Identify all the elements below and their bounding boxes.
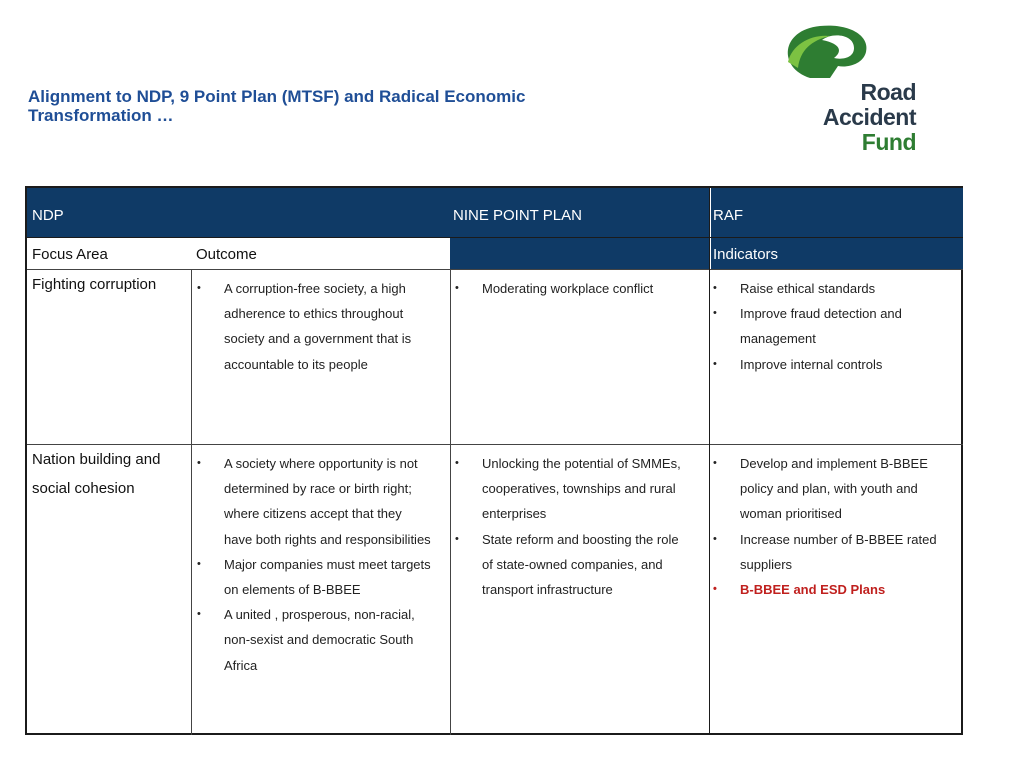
outcome-line: have both rights and responsibilities <box>224 531 431 547</box>
indicators-line: Improve fraud detection and <box>740 306 902 322</box>
header-ndp-plan <box>27 188 709 237</box>
indicators-line: policy and plan, with youth and <box>740 481 918 497</box>
plan-line: cooperatives, townships and rural <box>482 481 676 497</box>
indicators-text <box>740 451 928 527</box>
divider <box>27 237 963 238</box>
plan-text <box>482 527 679 603</box>
indicators-line: suppliers <box>740 556 793 572</box>
indicators-text <box>740 276 875 301</box>
plan-text <box>482 276 653 301</box>
focus-area-label: Focus Area <box>32 246 108 263</box>
bullet-icon: • <box>713 583 717 595</box>
outcome-line: society and a government that is <box>224 331 412 347</box>
bullet-icon: • <box>455 282 459 294</box>
plan-line: State reform and boosting the role <box>482 531 679 547</box>
divider <box>27 269 963 270</box>
road-accident-fund-logo <box>770 18 930 158</box>
logo-line-1: Road <box>860 79 916 105</box>
bullet-icon: • <box>455 532 459 545</box>
outcome-label: Outcome <box>196 246 257 263</box>
outcome-text <box>224 451 431 552</box>
header-raf: RAF <box>713 207 743 224</box>
focus-area-cell <box>32 270 156 299</box>
focus-area-text: social cohesion <box>32 480 135 497</box>
divider <box>27 444 963 445</box>
outcome-text <box>224 552 431 602</box>
swoosh-icon <box>770 18 930 88</box>
outcome-text <box>224 276 411 377</box>
plan-line: of state-owned companies, and <box>482 556 663 572</box>
outcome-text <box>224 602 415 678</box>
subheader-focus-area <box>27 238 191 269</box>
indicators-line: Develop and implement B-BBEE <box>740 456 928 471</box>
indicators-line: management <box>740 331 816 347</box>
focus-area-text: Fighting corruption <box>32 276 157 293</box>
indicators-text <box>740 301 902 351</box>
outcome-line: Major companies must meet targets <box>224 556 431 572</box>
title-line-2: Transformation … <box>28 106 174 125</box>
outcome-line: where citizens accept that they <box>224 506 402 522</box>
indicators-line: woman prioritised <box>740 506 842 522</box>
subheader-indicators <box>711 238 963 269</box>
bullet-icon: • <box>713 307 717 320</box>
bullet-icon: • <box>197 457 201 469</box>
divider <box>450 269 451 735</box>
outcome-line: A corruption-free society, a high <box>224 281 406 296</box>
outcome-line: adherence to ethics throughout <box>224 306 404 322</box>
focus-area-text: Nation building and <box>32 451 161 468</box>
indicators-line: Increase number of B-BBEE rated <box>740 531 937 547</box>
divider <box>191 269 192 735</box>
header-nine-point-plan: NINE POINT PLAN <box>453 207 582 224</box>
indicators-line: Improve internal controls <box>740 356 883 372</box>
bullet-icon: • <box>713 357 717 370</box>
header-raf-cell <box>711 188 963 237</box>
indicators-label: Indicators <box>713 246 779 263</box>
divider <box>709 188 710 735</box>
plan-line: enterprises <box>482 506 547 522</box>
bullet-icon: • <box>455 457 459 469</box>
bullet-icon: • <box>197 282 201 294</box>
focus-area-cell <box>32 445 160 503</box>
outcome-line: A society where opportunity is not <box>224 456 418 471</box>
outcome-line: A united , prosperous, non-racial, <box>224 607 415 623</box>
bullet-icon: • <box>197 557 201 570</box>
plan-line: Unlocking the potential of SMMEs, <box>482 456 681 471</box>
header-ndp: NDP <box>32 207 64 224</box>
outcome-line: Africa <box>224 657 258 673</box>
plan-text <box>482 451 681 527</box>
bullet-icon: • <box>713 282 717 294</box>
title-line-1: Alignment to NDP, 9 Point Plan (MTSF) and Radical Economic <box>28 87 526 106</box>
subheader-plan-blank <box>450 238 709 269</box>
subheader-outcome <box>192 238 450 269</box>
logo-line-2: Accident <box>822 104 916 130</box>
indicators-line: Raise ethical standards <box>740 281 876 296</box>
indicators-line: B-BBEE and ESD Plans <box>740 582 886 597</box>
indicators-text <box>740 577 885 602</box>
logo-line-3: Fund <box>861 129 916 155</box>
alignment-table <box>25 186 963 735</box>
indicators-text <box>740 527 937 577</box>
outcome-line: determined by race or birth right; <box>224 481 412 497</box>
bullet-icon: • <box>197 608 201 621</box>
outcome-line: on elements of B-BBEE <box>224 582 361 597</box>
indicators-text <box>740 352 882 377</box>
outcome-line: accountable to its people <box>224 356 368 372</box>
page-title <box>28 87 668 125</box>
bullet-icon: • <box>713 532 717 545</box>
plan-line: Moderating workplace conflict <box>482 281 654 296</box>
outcome-line: non-sexist and democratic South <box>224 632 414 648</box>
bullet-icon: • <box>713 457 717 469</box>
plan-line: transport infrastructure <box>482 582 613 597</box>
